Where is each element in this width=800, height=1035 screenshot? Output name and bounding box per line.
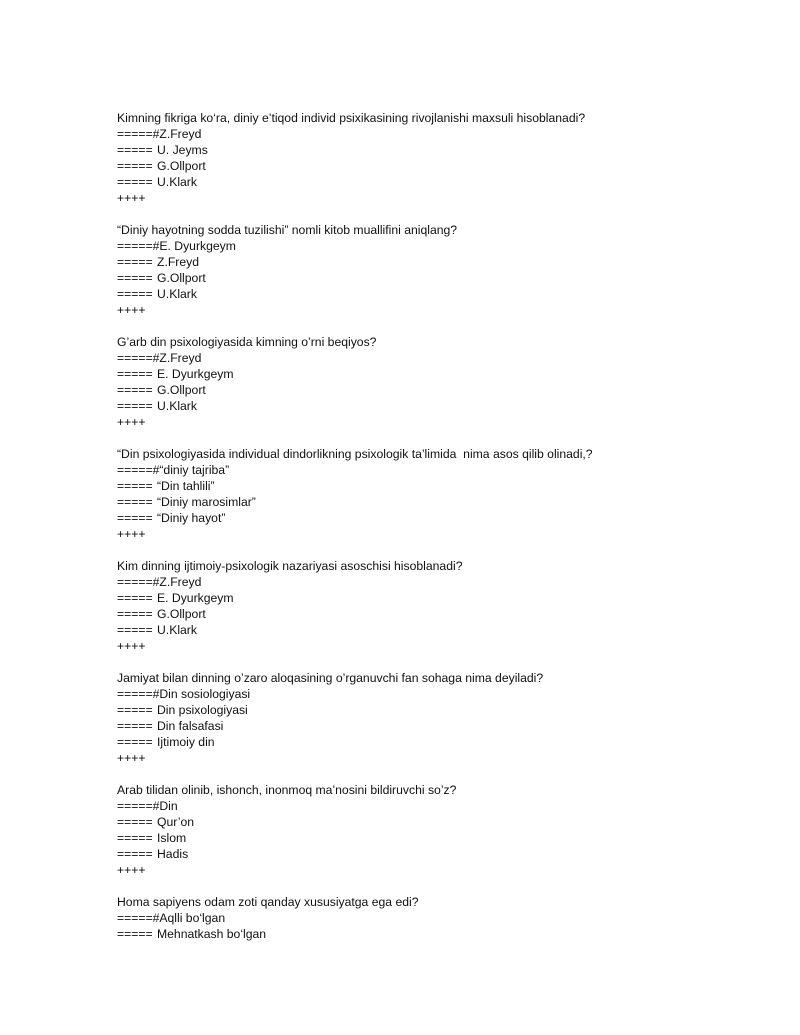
- option-text: E. Dyurkgeym: [159, 239, 236, 253]
- option-marker: =====: [117, 383, 153, 397]
- option-text: G.Ollport: [157, 271, 206, 285]
- question-block: [117, 558, 767, 654]
- correct-answer-option: [117, 574, 767, 590]
- option-text: U.Klark: [157, 175, 197, 189]
- question-end-marker: ++++: [117, 639, 146, 653]
- answer-option: [117, 158, 767, 174]
- option-marker: =====#: [117, 239, 160, 253]
- option-text: “Diniy marosimlar”: [157, 495, 256, 509]
- answer-option: [117, 270, 767, 286]
- answer-option: [117, 510, 767, 526]
- answer-option: [117, 830, 767, 846]
- option-marker: =====: [117, 175, 153, 189]
- correct-answer-option: [117, 910, 767, 926]
- correct-answer-option: [117, 686, 767, 702]
- answer-option: [117, 590, 767, 606]
- option-text: “diniy tajriba”: [159, 463, 230, 477]
- option-marker: =====: [117, 735, 153, 749]
- question-text: Arab tilidan olinib, ishonch, inonmoq ma’nosini bildiruvchi so’z?: [117, 783, 457, 797]
- option-text: U.Klark: [157, 623, 197, 637]
- option-text: Hadis: [157, 847, 189, 861]
- option-marker: =====: [117, 159, 153, 173]
- option-text: Qur’on: [157, 815, 195, 829]
- correct-answer-option: [117, 798, 767, 814]
- answer-option: [117, 366, 767, 382]
- option-marker: =====: [117, 719, 153, 733]
- option-text: U.Klark: [157, 399, 197, 413]
- option-marker: =====: [117, 591, 153, 605]
- answer-option: [117, 478, 767, 494]
- question-block: [117, 110, 767, 206]
- answer-option: [117, 606, 767, 622]
- option-text: Z.Freyd: [159, 351, 202, 365]
- document-content: [117, 110, 767, 958]
- answer-option: [117, 846, 767, 862]
- option-text: Din: [159, 799, 178, 813]
- option-text: Din sosiologiyasi: [159, 687, 251, 701]
- question-text: Jamiyat bilan dinning o’zaro aloqasining o’rganuvchi fan sohaga nima deyiladi?: [117, 671, 544, 685]
- option-marker: =====: [117, 143, 153, 157]
- option-text: Aqlli bo‘lgan: [159, 911, 226, 925]
- question-block: [117, 222, 767, 318]
- answer-option: [117, 174, 767, 190]
- correct-answer-option: [117, 350, 767, 366]
- question-text: “Diniy hayotning sodda tuzilishi” nomli kitob muallifini aniqlang?: [117, 223, 458, 237]
- answer-option: [117, 254, 767, 270]
- answer-option: [117, 926, 767, 942]
- option-text: Din falsafasi: [157, 719, 224, 733]
- option-marker: =====: [117, 511, 153, 525]
- option-marker: =====: [117, 703, 153, 717]
- option-marker: =====: [117, 287, 153, 301]
- option-marker: =====: [117, 623, 153, 637]
- option-marker: =====: [117, 815, 153, 829]
- answer-option: [117, 142, 767, 158]
- question-end-marker: ++++: [117, 751, 146, 765]
- question-end-marker: ++++: [117, 527, 146, 541]
- correct-answer-option: [117, 126, 767, 142]
- option-marker: =====: [117, 367, 153, 381]
- option-marker: =====: [117, 607, 153, 621]
- option-text: Ijtimoiy din: [157, 735, 215, 749]
- option-marker: =====: [117, 271, 153, 285]
- question-text: Kim dinning ijtimoiy-psixologik nazariyasi asoschisi hisoblanadi?: [117, 559, 463, 573]
- option-marker: =====#: [117, 799, 160, 813]
- option-text: Din psixologiyasi: [157, 703, 248, 717]
- question-block: [117, 782, 767, 878]
- correct-answer-option: [117, 238, 767, 254]
- option-text: “Din tahlili”: [157, 479, 215, 493]
- question-text: “Din psixologiyasida individual dindorlikning psixologik ta’limida nima asos qilib olinadi,?: [117, 447, 593, 461]
- option-marker: =====: [117, 847, 153, 861]
- question-end-marker: ++++: [117, 191, 146, 205]
- answer-option: [117, 622, 767, 638]
- option-text: Z.Freyd: [157, 255, 199, 269]
- option-marker: =====#: [117, 127, 160, 141]
- answer-option: [117, 494, 767, 510]
- question-block: [117, 670, 767, 766]
- answer-option: [117, 382, 767, 398]
- option-text: U.Klark: [157, 287, 197, 301]
- option-text: Z.Freyd: [159, 575, 202, 589]
- option-marker: =====: [117, 255, 153, 269]
- option-marker: =====: [117, 399, 153, 413]
- option-marker: =====: [117, 927, 153, 941]
- question-text: G’arb din psixologiyasida kimning o’rni beqiyos?: [117, 335, 377, 349]
- option-text: “Diniy hayot”: [157, 511, 226, 525]
- question-block: [117, 894, 767, 942]
- question-block: [117, 334, 767, 430]
- question-text: Homa sapiyens odam zoti qanday xususiyatga ega edi?: [117, 895, 419, 909]
- option-marker: =====: [117, 831, 153, 845]
- option-text: Islom: [157, 831, 187, 845]
- option-text: G.Ollport: [157, 159, 206, 173]
- answer-option: [117, 734, 767, 750]
- option-text: G.Ollport: [157, 607, 206, 621]
- option-marker: =====#: [117, 575, 160, 589]
- option-marker: =====: [117, 479, 153, 493]
- option-text: E. Dyurkgeym: [157, 591, 234, 605]
- option-marker: =====: [117, 495, 153, 509]
- question-block: [117, 446, 767, 542]
- question-text: Kimning fikriga ko‘ra, diniy e’tiqod individ psixikasining rivojlanishi maxsuli hisoblanadi?: [117, 111, 586, 125]
- correct-answer-option: [117, 462, 767, 478]
- question-end-marker: ++++: [117, 303, 146, 317]
- option-text: Z.Freyd: [159, 127, 202, 141]
- question-end-marker: ++++: [117, 863, 146, 877]
- answer-option: [117, 398, 767, 414]
- option-marker: =====#: [117, 911, 160, 925]
- option-marker: =====#: [117, 463, 160, 477]
- option-marker: =====#: [117, 687, 160, 701]
- option-text: G.Ollport: [157, 383, 206, 397]
- answer-option: [117, 286, 767, 302]
- answer-option: [117, 814, 767, 830]
- option-text: U. Jeyms: [157, 143, 208, 157]
- option-marker: =====#: [117, 351, 160, 365]
- answer-option: [117, 718, 767, 734]
- option-text: Mehnatkash bo‘lgan: [157, 927, 267, 941]
- question-end-marker: ++++: [117, 415, 146, 429]
- option-text: E. Dyurkgeym: [157, 367, 234, 381]
- answer-option: [117, 702, 767, 718]
